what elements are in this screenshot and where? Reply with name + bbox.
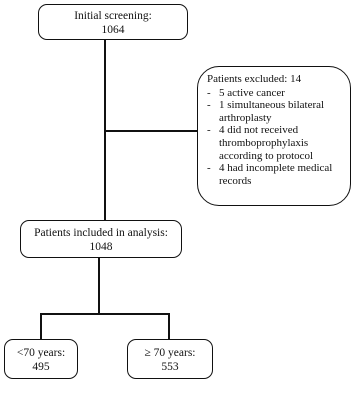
under-70-count: 495 [32,361,50,373]
exclusion-reason: - 4 had incomplete medical records [207,162,346,187]
exclusion-reasons-list [207,87,346,188]
exclusion-reason: - 4 did not received thromboprophylaxis according to protocol [207,124,346,162]
over-70-box [127,339,213,379]
connector-split-vertical [98,258,100,314]
included-box [20,220,182,258]
under-70-label: <70 years: [16,347,66,359]
included-label: Patients included in analysis: [34,227,168,239]
under-70-box [4,339,78,379]
included-count: 1048 [89,241,113,253]
initial-screening-count: 1064 [101,24,125,36]
exclusion-reason: - 5 active cancer [207,87,346,100]
exclusion-reason: - 1 simultaneous bilateral arthroplasty [207,99,346,124]
initial-screening-box [38,4,188,40]
connector-to-over70 [168,313,170,339]
excluded-box [197,66,351,206]
over-70-count: 553 [161,361,179,373]
connector-to-excluded [104,130,198,132]
initial-screening-label: Initial screening: [74,10,152,22]
connector-to-under70 [40,313,42,339]
excluded-title: Patients excluded: 14 [207,73,302,85]
over-70-label: ≥ 70 years: [144,347,196,359]
connector-split-horizontal [40,313,169,315]
